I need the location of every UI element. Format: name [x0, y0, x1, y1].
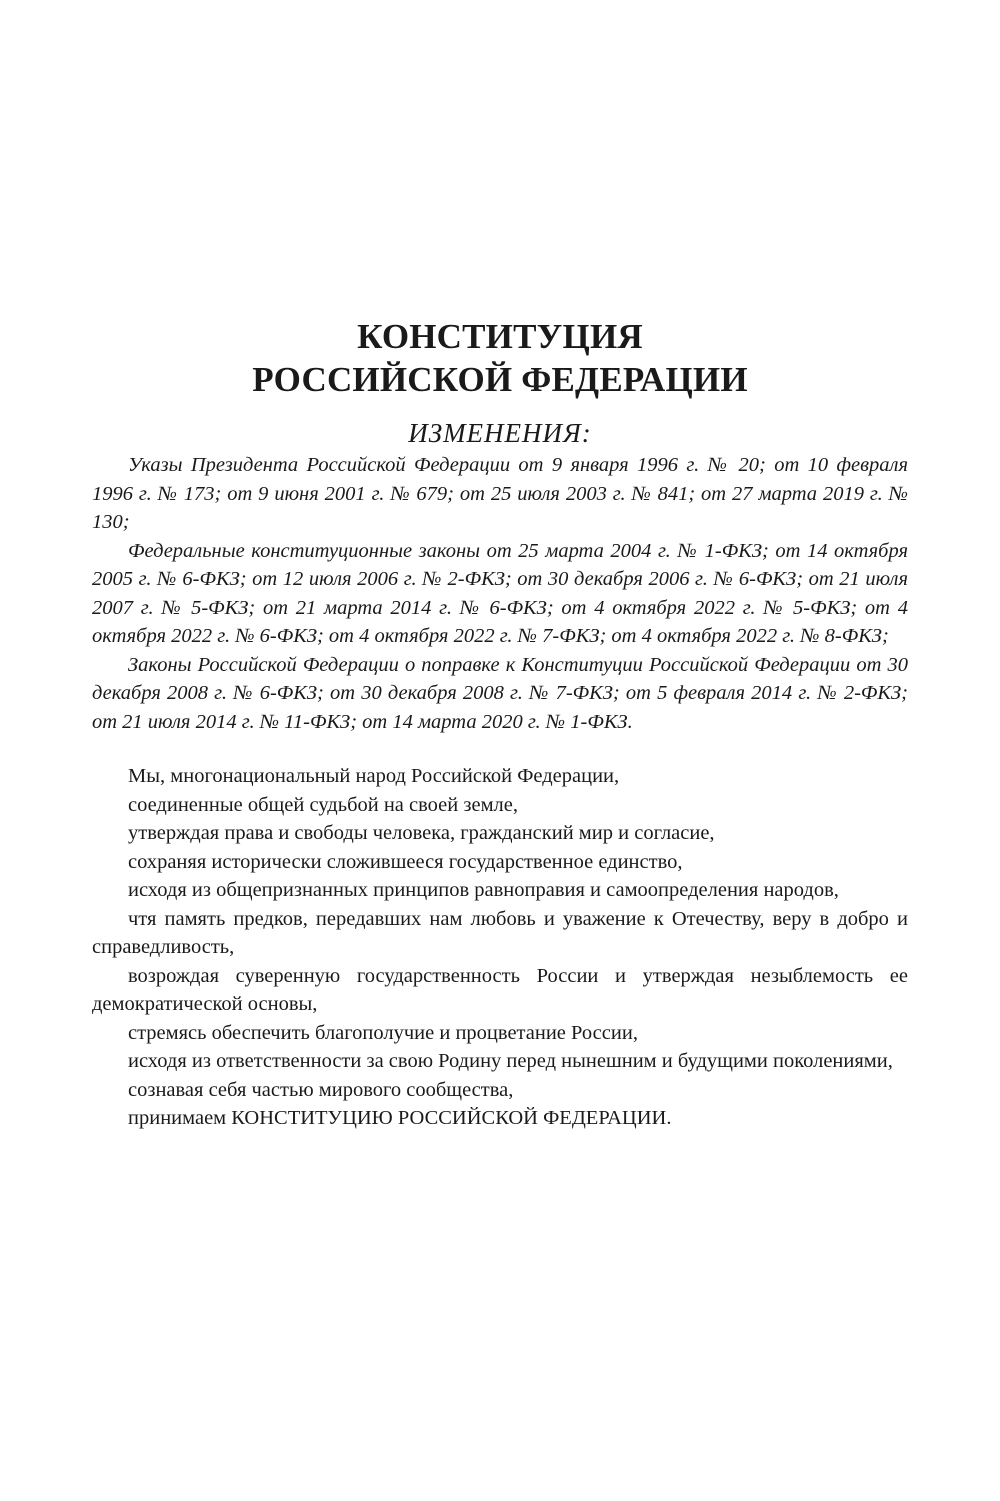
preamble-line: стремясь обеспечить благополучие и процветание России,	[128, 1021, 638, 1044]
preamble-line: возрождая суверенную государственность России и утверждая незыблемость ее демократической основы,	[92, 964, 908, 1015]
preamble-line: чтя память предков, передавших нам любовь и уважение к Отечеству, веру в добро и справедливость,	[92, 907, 908, 958]
amendment-presidential-decrees: Указы Президента Российской Федерации от 9 января 1996 г. № 20; от 10 февраля 1996 г. № 173; от 9 июня 2001 г. № 679; от 25 июля 2003 г. № 841; от 27 марта 2019 г. № 130;	[92, 454, 908, 533]
preamble-line: сознавая себя частью мирового сообщества,	[128, 1078, 514, 1101]
title-line-2: РОССИЙСКОЙ ФЕДЕРАЦИИ	[252, 360, 748, 399]
amendment-constitution-amendment-laws: Законы Российской Федерации о поправке к Конституции Российской Федерации от 30 декабря 2008 г. № 6-ФКЗ; от 30 декабря 2008 г. № 7-ФКЗ; от 5 февраля 2014 г. № 2-ФКЗ; от 21 июля 2014 г. № 11-ФКЗ; от 14 марта 2020 г. № 1-ФКЗ.	[92, 653, 908, 733]
title-line-1: КОНСТИТУЦИЯ	[357, 317, 643, 356]
preamble-line: утверждая права и свободы человека, гражданский мир и согласие,	[128, 822, 715, 844]
changes-heading: ИЗМЕНЕНИЯ:	[408, 418, 592, 448]
document-page	[92, 315, 908, 1133]
preamble-section	[92, 762, 908, 1133]
preamble-line: сохраняя исторически сложившееся государственное единство,	[128, 850, 683, 873]
amendments-section	[92, 451, 908, 736]
page-title	[92, 315, 908, 401]
amendment-federal-constitutional-laws: Федеральные конституционные законы от 25 марта 2004 г. № 1-ФКЗ; от 14 октября 2005 г. № 6-ФКЗ; от 12 июля 2006 г. № 2-ФКЗ; от 30 декабря 2006 г. № 6-ФКЗ; от 21 июля 2007 г. № 5-ФКЗ; от 21 марта 2014 г. № 6-ФКЗ; от 4 октября 2022 г. № 5-ФКЗ; от 4 октября 2022 г. № 6-ФКЗ; от 4 октября 2022 г. № 7-ФКЗ; от 4 октября 2022 г. № 8-ФКЗ;	[92, 539, 908, 647]
preamble-closing-line: принимаем КОНСТИТУЦИЮ РОССИЙСКОЙ ФЕДЕРАЦИИ.	[128, 1107, 672, 1129]
preamble-line: соединенные общей судьбой на своей земле,	[128, 793, 518, 816]
preamble-line: Мы, многонациональный народ Российской Федерации,	[128, 765, 620, 787]
preamble-line: исходя из общепризнанных принципов равноправия и самоопределения народов,	[128, 879, 839, 901]
preamble-line: исходя из ответственности за свою Родину перед нынешним и будущими поколениями,	[128, 1050, 893, 1072]
